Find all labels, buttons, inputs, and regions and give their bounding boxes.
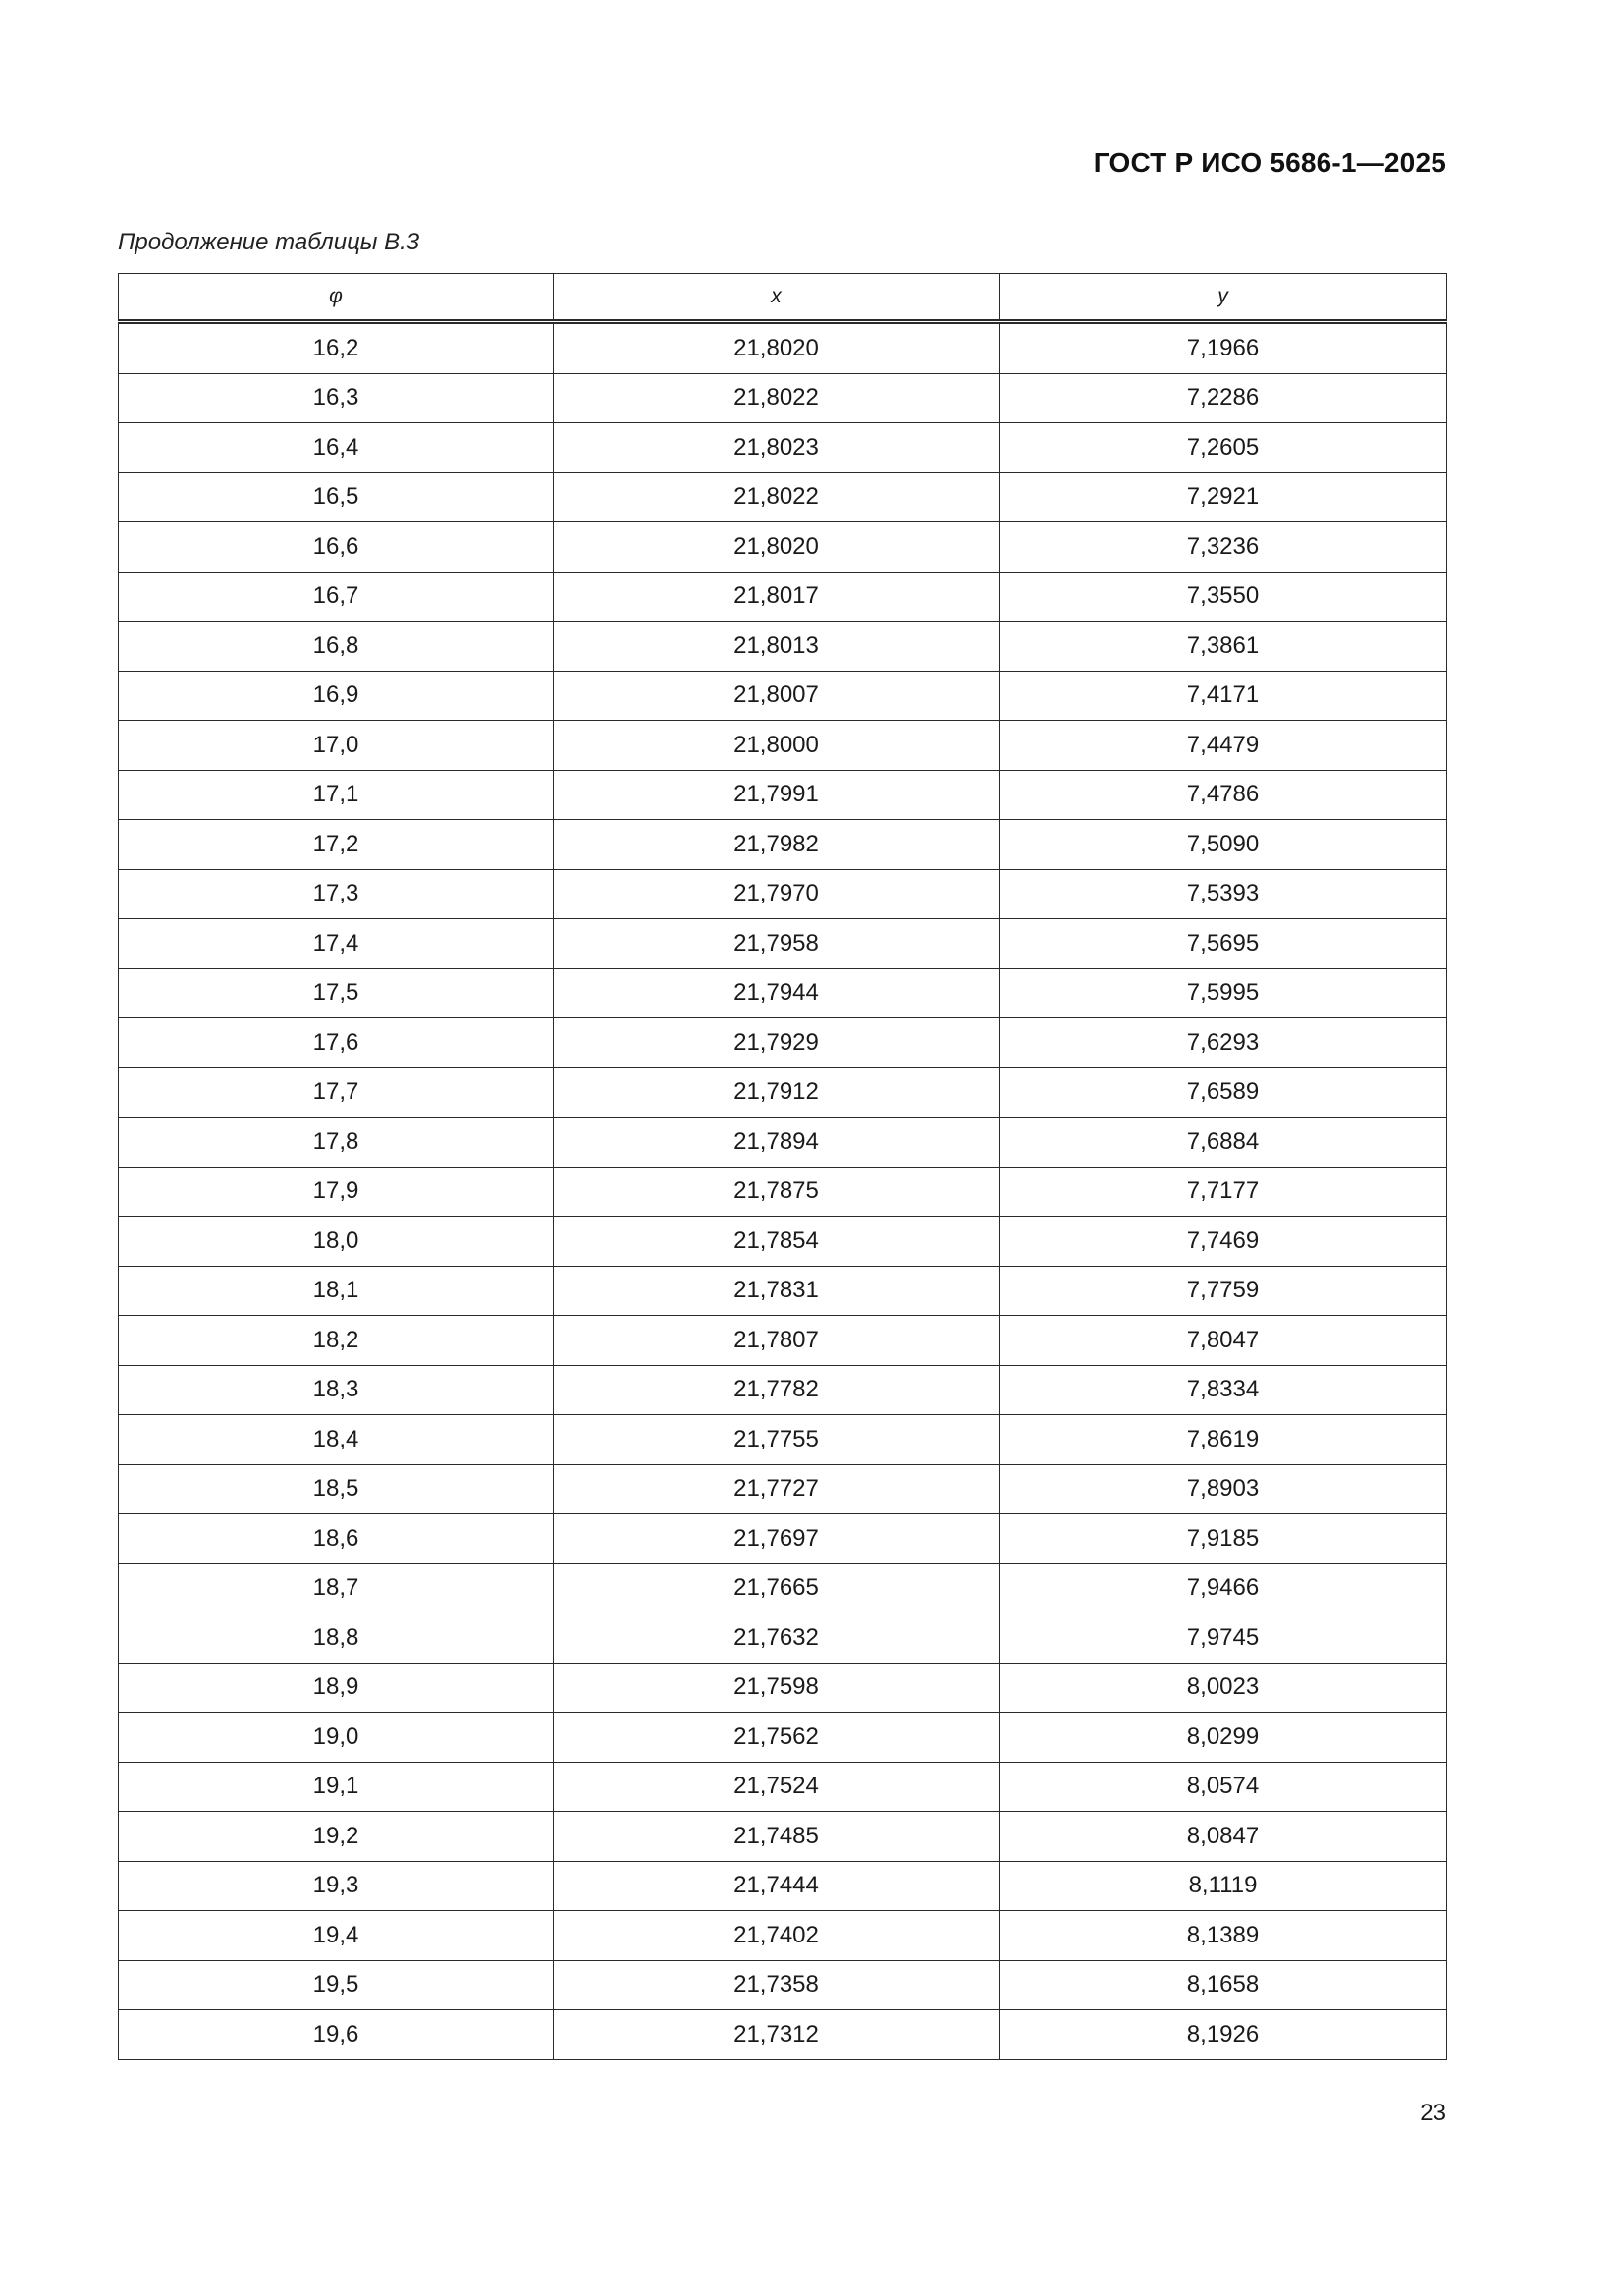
cell-y: 7,9745: [1000, 1613, 1447, 1664]
cell-x: 21,8020: [554, 522, 1000, 573]
cell-x: 21,7755: [554, 1415, 1000, 1465]
cell-phi: 17,4: [119, 919, 554, 969]
table-row: [119, 1316, 1447, 1366]
cell-y: 7,5995: [1000, 968, 1447, 1018]
cell-y: 7,8903: [1000, 1464, 1447, 1514]
table-row: [119, 1514, 1447, 1564]
cell-x: 21,7632: [554, 1613, 1000, 1664]
table-row: [119, 721, 1447, 771]
cell-phi: 17,8: [119, 1118, 554, 1168]
cell-y: 7,1966: [1000, 322, 1447, 374]
cell-y: 7,4786: [1000, 770, 1447, 820]
table-row: [119, 1762, 1447, 1812]
table-row: [119, 919, 1447, 969]
cell-x: 21,7894: [554, 1118, 1000, 1168]
cell-phi: 17,6: [119, 1018, 554, 1068]
cell-y: 7,2605: [1000, 423, 1447, 473]
cell-x: 21,7444: [554, 1861, 1000, 1911]
table-row: [119, 1613, 1447, 1664]
table-row: [119, 1266, 1447, 1316]
table-row: [119, 1563, 1447, 1613]
cell-phi: 16,3: [119, 373, 554, 423]
table-row: [119, 820, 1447, 870]
cell-y: 7,7759: [1000, 1266, 1447, 1316]
cell-y: 8,0574: [1000, 1762, 1447, 1812]
cell-phi: 17,9: [119, 1167, 554, 1217]
cell-x: 21,7524: [554, 1762, 1000, 1812]
cell-phi: 16,7: [119, 572, 554, 622]
cell-x: 21,7562: [554, 1713, 1000, 1763]
cell-x: 21,7929: [554, 1018, 1000, 1068]
cell-x: 21,7944: [554, 968, 1000, 1018]
cell-y: 8,0023: [1000, 1663, 1447, 1713]
table-row: [119, 1217, 1447, 1267]
cell-y: 7,2286: [1000, 373, 1447, 423]
cell-phi: 17,2: [119, 820, 554, 870]
cell-y: 7,8047: [1000, 1316, 1447, 1366]
cell-phi: 17,0: [119, 721, 554, 771]
cell-x: 21,7875: [554, 1167, 1000, 1217]
table-header-row: [119, 274, 1447, 322]
cell-phi: 18,7: [119, 1563, 554, 1613]
cell-y: 8,0847: [1000, 1812, 1447, 1862]
cell-x: 21,7358: [554, 1960, 1000, 2010]
cell-phi: 16,6: [119, 522, 554, 573]
cell-y: 7,5695: [1000, 919, 1447, 969]
cell-phi: 18,0: [119, 1217, 554, 1267]
cell-y: 8,1926: [1000, 2010, 1447, 2060]
table-row: [119, 1067, 1447, 1118]
cell-y: 8,1119: [1000, 1861, 1447, 1911]
cell-x: 21,7854: [554, 1217, 1000, 1267]
cell-x: 21,8017: [554, 572, 1000, 622]
table-row: [119, 522, 1447, 573]
table-row: [119, 622, 1447, 672]
table-row: [119, 1118, 1447, 1168]
cell-x: 21,7697: [554, 1514, 1000, 1564]
cell-y: 7,8334: [1000, 1365, 1447, 1415]
cell-y: 7,3550: [1000, 572, 1447, 622]
cell-y: 7,8619: [1000, 1415, 1447, 1465]
cell-phi: 18,5: [119, 1464, 554, 1514]
table-row: [119, 472, 1447, 522]
cell-phi: 17,5: [119, 968, 554, 1018]
table-row: [119, 1663, 1447, 1713]
cell-y: 8,0299: [1000, 1713, 1447, 1763]
cell-phi: 17,1: [119, 770, 554, 820]
cell-x: 21,8007: [554, 671, 1000, 721]
cell-y: 8,1658: [1000, 1960, 1447, 2010]
table-row: [119, 770, 1447, 820]
cell-phi: 17,7: [119, 1067, 554, 1118]
table-row: [119, 869, 1447, 919]
table-row: [119, 1415, 1447, 1465]
cell-x: 21,8020: [554, 322, 1000, 374]
cell-y: 7,7469: [1000, 1217, 1447, 1267]
cell-phi: 16,9: [119, 671, 554, 721]
table-row: [119, 423, 1447, 473]
cell-x: 21,7912: [554, 1067, 1000, 1118]
cell-phi: 16,4: [119, 423, 554, 473]
table-row: [119, 572, 1447, 622]
table-row: [119, 322, 1447, 374]
column-header-phi: φ: [119, 274, 554, 322]
cell-y: 7,6884: [1000, 1118, 1447, 1168]
cell-y: 7,4171: [1000, 671, 1447, 721]
column-header-x: x: [554, 274, 1000, 322]
table-row: [119, 373, 1447, 423]
cell-x: 21,7665: [554, 1563, 1000, 1613]
cell-phi: 16,5: [119, 472, 554, 522]
cell-x: 21,7485: [554, 1812, 1000, 1862]
cell-phi: 18,2: [119, 1316, 554, 1366]
page-number: 23: [1420, 2100, 1446, 2126]
cell-y: 8,1389: [1000, 1911, 1447, 1961]
cell-x: 21,7727: [554, 1464, 1000, 1514]
table-container: [118, 273, 1446, 2060]
cell-phi: 19,6: [119, 2010, 554, 2060]
cell-y: 7,2921: [1000, 472, 1447, 522]
cell-x: 21,8023: [554, 423, 1000, 473]
column-header-y: y: [1000, 274, 1447, 322]
table-row: [119, 2010, 1447, 2060]
cell-phi: 17,3: [119, 869, 554, 919]
cell-phi: 19,5: [119, 1960, 554, 2010]
table-row: [119, 1960, 1447, 2010]
cell-x: 21,8000: [554, 721, 1000, 771]
coordinates-table: [118, 273, 1447, 2060]
cell-x: 21,7807: [554, 1316, 1000, 1366]
document-standard-id: ГОСТ Р ИСО 5686-1—2025: [1093, 147, 1446, 178]
cell-x: 21,7982: [554, 820, 1000, 870]
cell-y: 7,6293: [1000, 1018, 1447, 1068]
table-row: [119, 1911, 1447, 1961]
cell-y: 7,7177: [1000, 1167, 1447, 1217]
cell-x: 21,8013: [554, 622, 1000, 672]
cell-y: 7,9185: [1000, 1514, 1447, 1564]
cell-x: 21,8022: [554, 373, 1000, 423]
table-row: [119, 1018, 1447, 1068]
cell-x: 21,7970: [554, 869, 1000, 919]
cell-phi: 16,2: [119, 322, 554, 374]
cell-x: 21,7312: [554, 2010, 1000, 2060]
cell-phi: 18,6: [119, 1514, 554, 1564]
cell-x: 21,7598: [554, 1663, 1000, 1713]
cell-x: 21,7958: [554, 919, 1000, 969]
cell-phi: 18,8: [119, 1613, 554, 1664]
table-caption: Продолжение таблицы В.3: [118, 229, 420, 255]
cell-x: 21,8022: [554, 472, 1000, 522]
cell-phi: 19,0: [119, 1713, 554, 1763]
cell-phi: 16,8: [119, 622, 554, 672]
cell-y: 7,4479: [1000, 721, 1447, 771]
cell-y: 7,5090: [1000, 820, 1447, 870]
cell-phi: 19,2: [119, 1812, 554, 1862]
cell-y: 7,5393: [1000, 869, 1447, 919]
cell-x: 21,7831: [554, 1266, 1000, 1316]
cell-y: 7,6589: [1000, 1067, 1447, 1118]
table-body: [119, 322, 1447, 2060]
table-row: [119, 1464, 1447, 1514]
cell-x: 21,7402: [554, 1911, 1000, 1961]
cell-phi: 18,1: [119, 1266, 554, 1316]
cell-y: 7,9466: [1000, 1563, 1447, 1613]
table-row: [119, 968, 1447, 1018]
table-row: [119, 1167, 1447, 1217]
cell-phi: 19,3: [119, 1861, 554, 1911]
cell-y: 7,3236: [1000, 522, 1447, 573]
table-row: [119, 1713, 1447, 1763]
cell-phi: 18,9: [119, 1663, 554, 1713]
cell-phi: 19,1: [119, 1762, 554, 1812]
cell-y: 7,3861: [1000, 622, 1447, 672]
table-header: [119, 274, 1447, 322]
cell-phi: 18,3: [119, 1365, 554, 1415]
cell-phi: 18,4: [119, 1415, 554, 1465]
cell-x: 21,7991: [554, 770, 1000, 820]
table-row: [119, 1365, 1447, 1415]
cell-phi: 19,4: [119, 1911, 554, 1961]
table-row: [119, 1812, 1447, 1862]
table-row: [119, 671, 1447, 721]
cell-x: 21,7782: [554, 1365, 1000, 1415]
table-row: [119, 1861, 1447, 1911]
